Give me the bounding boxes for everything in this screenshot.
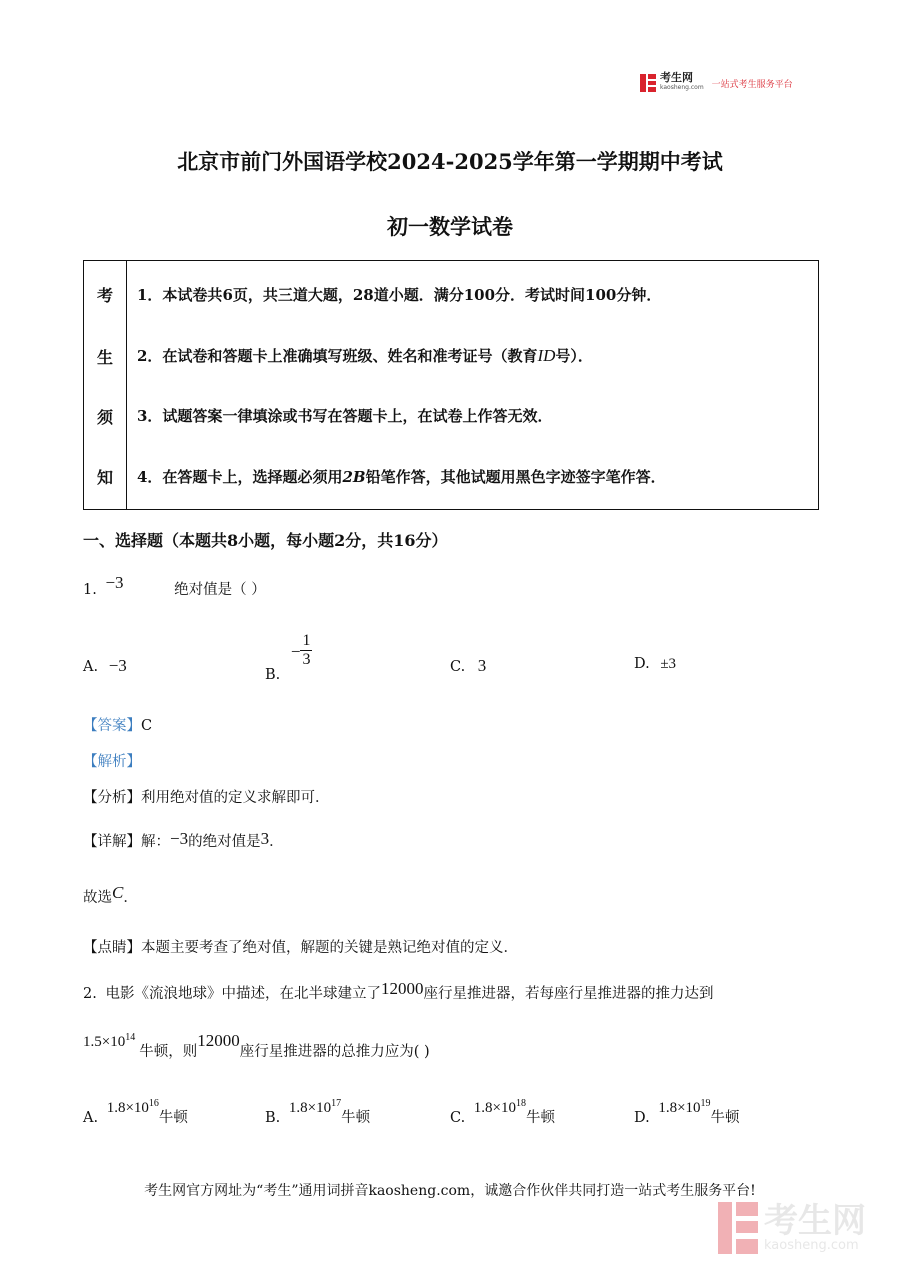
q2-option-b[interactable]	[265, 1098, 371, 1127]
header-logo[interactable]	[640, 72, 793, 94]
q2-force-base: 1.5×10	[83, 1034, 126, 1050]
q1-choose	[83, 883, 138, 907]
question-number: 2.	[83, 986, 97, 1002]
analysis-tag: 【解析】	[83, 754, 141, 770]
q1-option-d[interactable]	[634, 656, 676, 673]
fenxi-text: 利用绝对值的定义求解即可．	[141, 790, 330, 806]
option-value: −3	[108, 656, 127, 675]
q2-line2-post: 座行星推进器的总推力应为( )	[239, 1044, 430, 1060]
option-base: 1.8×10	[473, 1100, 517, 1116]
notice-rule-2	[137, 345, 593, 366]
logo-domain: kaosheng.com	[660, 84, 704, 91]
notice-side-char: 考	[96, 286, 113, 305]
fraction	[300, 632, 312, 669]
option-sign: −	[290, 641, 301, 661]
answer-value: C	[141, 718, 153, 734]
q2-force-exp: 14	[125, 1032, 136, 1043]
option-value	[474, 1100, 526, 1116]
q1-detail	[83, 830, 284, 851]
question-number: 1.	[83, 582, 97, 598]
q2-option-a[interactable]	[83, 1098, 188, 1127]
question-2-line-1	[83, 979, 714, 1003]
notice-rule-2-tail: 号）．	[555, 347, 593, 365]
watermark-text	[764, 1203, 866, 1253]
option-unit: 牛顿	[710, 1110, 740, 1126]
watermark-domain: kaosheng.com	[764, 1238, 859, 1253]
option-value	[658, 1100, 710, 1116]
notice-rule-4-pencil: 2B	[342, 468, 366, 486]
section-heading: 一、选择题（本题共8小题，每小题2分，共16分）	[83, 531, 448, 550]
q1-answer	[83, 714, 152, 735]
notice-rule-3: 3．试题答案一律填涂或书写在答题卡上，在试卷上作答无效．	[137, 407, 553, 425]
option-label: B.	[265, 1110, 281, 1126]
q1-comment	[83, 936, 518, 957]
option-label: B.	[265, 666, 281, 683]
option-label: D.	[634, 656, 650, 672]
option-label: A.	[83, 1110, 99, 1126]
q2-line2-mid: 牛顿，则	[139, 1044, 198, 1060]
footer-text: 考生网官方网址为“考生”通用词拼音kaosheng.com，诚邀合作伙伴共同打造一站式考生服务平台!	[144, 1183, 756, 1199]
notice-side-char: 须	[96, 408, 113, 427]
option-exp: 19	[700, 1098, 711, 1109]
detail-end: ．	[269, 834, 284, 850]
q2-line1-post: 座行星推进器，若每座行星推进器的推力达到	[423, 986, 714, 1002]
detail-val: 3	[260, 829, 270, 848]
notice-side-char: 知	[96, 468, 113, 487]
question-1-text: 绝对值是（ ）	[174, 582, 266, 598]
fraction-denominator: 3	[302, 651, 311, 668]
option-label: A.	[83, 659, 99, 675]
option-unit: 牛顿	[158, 1110, 188, 1126]
notice-divider	[126, 261, 127, 509]
option-exp: 18	[516, 1098, 527, 1109]
option-value: 3	[477, 656, 487, 675]
watermark-logo	[718, 1202, 866, 1254]
option-exp: 16	[148, 1098, 159, 1109]
q1-option-b[interactable]	[265, 632, 312, 683]
kaosheng-logo-icon	[640, 74, 656, 92]
q1-fenxi	[83, 786, 330, 807]
detail-mid: 的绝对值是	[188, 834, 261, 850]
watermark-name: 考生网	[764, 1201, 866, 1241]
q2-line1-pre: 电影《流浪地球》中描述，在北半球建立了	[105, 986, 381, 1002]
option-base: 1.8×10	[658, 1100, 701, 1116]
notice-rule-2-id: ID	[537, 346, 556, 365]
option-unit: 牛顿	[526, 1110, 556, 1126]
answer-tag: 【答案】	[83, 718, 141, 734]
question-2-line-2	[83, 1031, 430, 1061]
option-exp: 17	[331, 1098, 342, 1109]
detail-expr: −3	[170, 829, 189, 848]
question-1-stem	[83, 573, 266, 599]
exam-notice-box	[83, 260, 819, 510]
choose-val: C	[112, 883, 124, 902]
option-label: C.	[450, 1110, 466, 1126]
detail-pre: 解：	[141, 834, 170, 850]
watermark-logo-icon	[718, 1202, 758, 1254]
option-base: 1.8×10	[106, 1100, 149, 1116]
q1-option-a[interactable]	[83, 656, 127, 676]
fraction-numerator: 1	[302, 632, 311, 649]
notice-rule-1: 1．本试卷共6页，共三道大题，28道小题．满分100分．考试时间100分钟．	[137, 286, 662, 304]
q2-count2: 12000	[197, 1031, 240, 1050]
option-value	[107, 1100, 159, 1116]
choose-end: ．	[123, 890, 138, 906]
option-value	[289, 1100, 341, 1116]
exam-title: 北京市前门外国语学校2024-2025学年第一学期期中考试	[177, 149, 723, 174]
notice-rule-2-text: 2．在试卷和答题卡上准确填写班级、姓名和准考证号（教育	[137, 347, 538, 365]
notice-rule-4-tail: 铅笔作答，其他试题用黑色字迹签字笔作答．	[365, 468, 666, 486]
detail-tag: 【详解】	[83, 834, 141, 850]
choose-pre: 故选	[83, 890, 112, 906]
logo-name-block	[660, 73, 704, 93]
comment-text: 本题主要考查了绝对值，解题的关键是熟记绝对值的定义．	[141, 940, 518, 956]
exam-subtitle: 初一数学试卷	[387, 214, 513, 239]
q1-option-c[interactable]	[450, 656, 486, 676]
q2-count: 12000	[380, 979, 424, 998]
option-label: D.	[634, 1110, 650, 1126]
option-label: C.	[450, 659, 466, 675]
notice-rule-4	[137, 466, 666, 487]
logo-name: 考生网	[660, 71, 693, 84]
q2-option-c[interactable]	[450, 1098, 556, 1127]
option-unit: 牛顿	[341, 1110, 371, 1126]
notice-side-char: 生	[96, 348, 113, 367]
option-base: 1.8×10	[288, 1100, 332, 1116]
fenxi-tag: 【分析】	[83, 790, 141, 806]
logo-slogan: 一站式考生服务平台	[711, 79, 793, 90]
notice-rule-4-text: 4．在答题卡上，选择题必须用	[137, 468, 343, 486]
q2-force	[83, 1034, 135, 1050]
comment-tag: 【点睛】	[83, 940, 141, 956]
q2-option-d[interactable]	[634, 1098, 740, 1127]
question-1-expr: −3	[105, 573, 124, 592]
option-value: ±3	[660, 656, 677, 672]
